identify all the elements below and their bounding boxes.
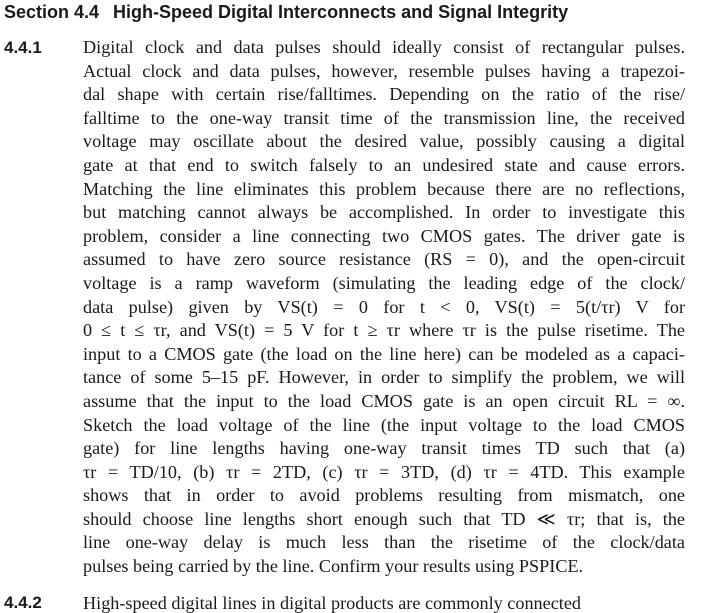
text-line: tance of some 5–15 pF. However, in order to simplify the problem, we will: [83, 367, 685, 388]
text-line: data pulse) given by VS(t) = 0 for t < 0, VS(t) = 5(t/τr) V for: [83, 296, 685, 317]
text-line: gate at that end to switch falsely to an undesired state and cause errors.: [83, 154, 685, 175]
text-line: Actual clock and data pulses, however, resemble pulses having a trapezoi-: [83, 60, 685, 81]
problem-text: [83, 36, 685, 579]
problem-number: 4.4.1: [4, 38, 42, 57]
text-line: τr = TD/10, (b) τr = 2TD, (c) τr = 3TD, (d) τr = 4TD. This example: [83, 461, 685, 482]
section-label: Section 4.4: [4, 2, 100, 22]
text-line: but matching cannot always be accomplished. In order to investigate this: [83, 202, 685, 223]
section-heading: [4, 0, 568, 24]
text-line: problem, consider a line connecting two CMOS gates. The driver gate is: [83, 225, 685, 246]
next-problem-text: High-speed digital lines in digital products are commonly connected: [83, 593, 582, 613]
text-line: line one-way delay is much less than the risetime of the clock/data: [83, 532, 685, 553]
text-line: assumed to have zero source resistance (RS = 0), and the open-circuit: [83, 249, 685, 270]
text-line: 0 ≤ t ≤ τr, and VS(t) = 5 V for t ≥ τr where τr is the pulse risetime. The: [83, 320, 685, 341]
text-line: falltime to the one-way transit time of the transmission line, the received: [83, 107, 685, 128]
text-line: input to a CMOS gate (the load on the line here) can be modeled as a capaci-: [83, 343, 685, 364]
text-line: gate) for line lengths having one-way transit times TD such that (a): [83, 438, 685, 459]
text-line: Digital clock and data pulses should ideally consist of rectangular pulses.: [83, 37, 685, 57]
text-line: dal shape with certain rise/falltimes. Depending on the ratio of the rise/: [83, 84, 685, 105]
section-title: High-Speed Digital Interconnects and Signal Integrity: [113, 2, 569, 22]
text-line: should choose line lengths short enough such that TD ≪ τr; that is, the: [83, 508, 685, 529]
next-problem-number: 4.4.2: [4, 593, 42, 612]
text-line: Sketch the load voltage of the line (the input voltage to the load CMOS: [83, 414, 685, 435]
text-line: shows that in order to avoid problems resulting from mismatch, one: [83, 485, 685, 506]
text-line: assume that the input to the load CMOS gate is an open circuit RL = ∞.: [83, 390, 685, 411]
text-line: voltage may oscillate about the desired value, possibly causing a digital: [83, 131, 685, 152]
text-line: pulses being carried by the line. Confirm your results using PSPICE.: [83, 556, 584, 577]
text-line: Matching the line eliminates this problem because there are no reflections,: [83, 178, 685, 199]
text-line: voltage is a ramp waveform (simulating the leading edge of the clock/: [83, 272, 685, 293]
